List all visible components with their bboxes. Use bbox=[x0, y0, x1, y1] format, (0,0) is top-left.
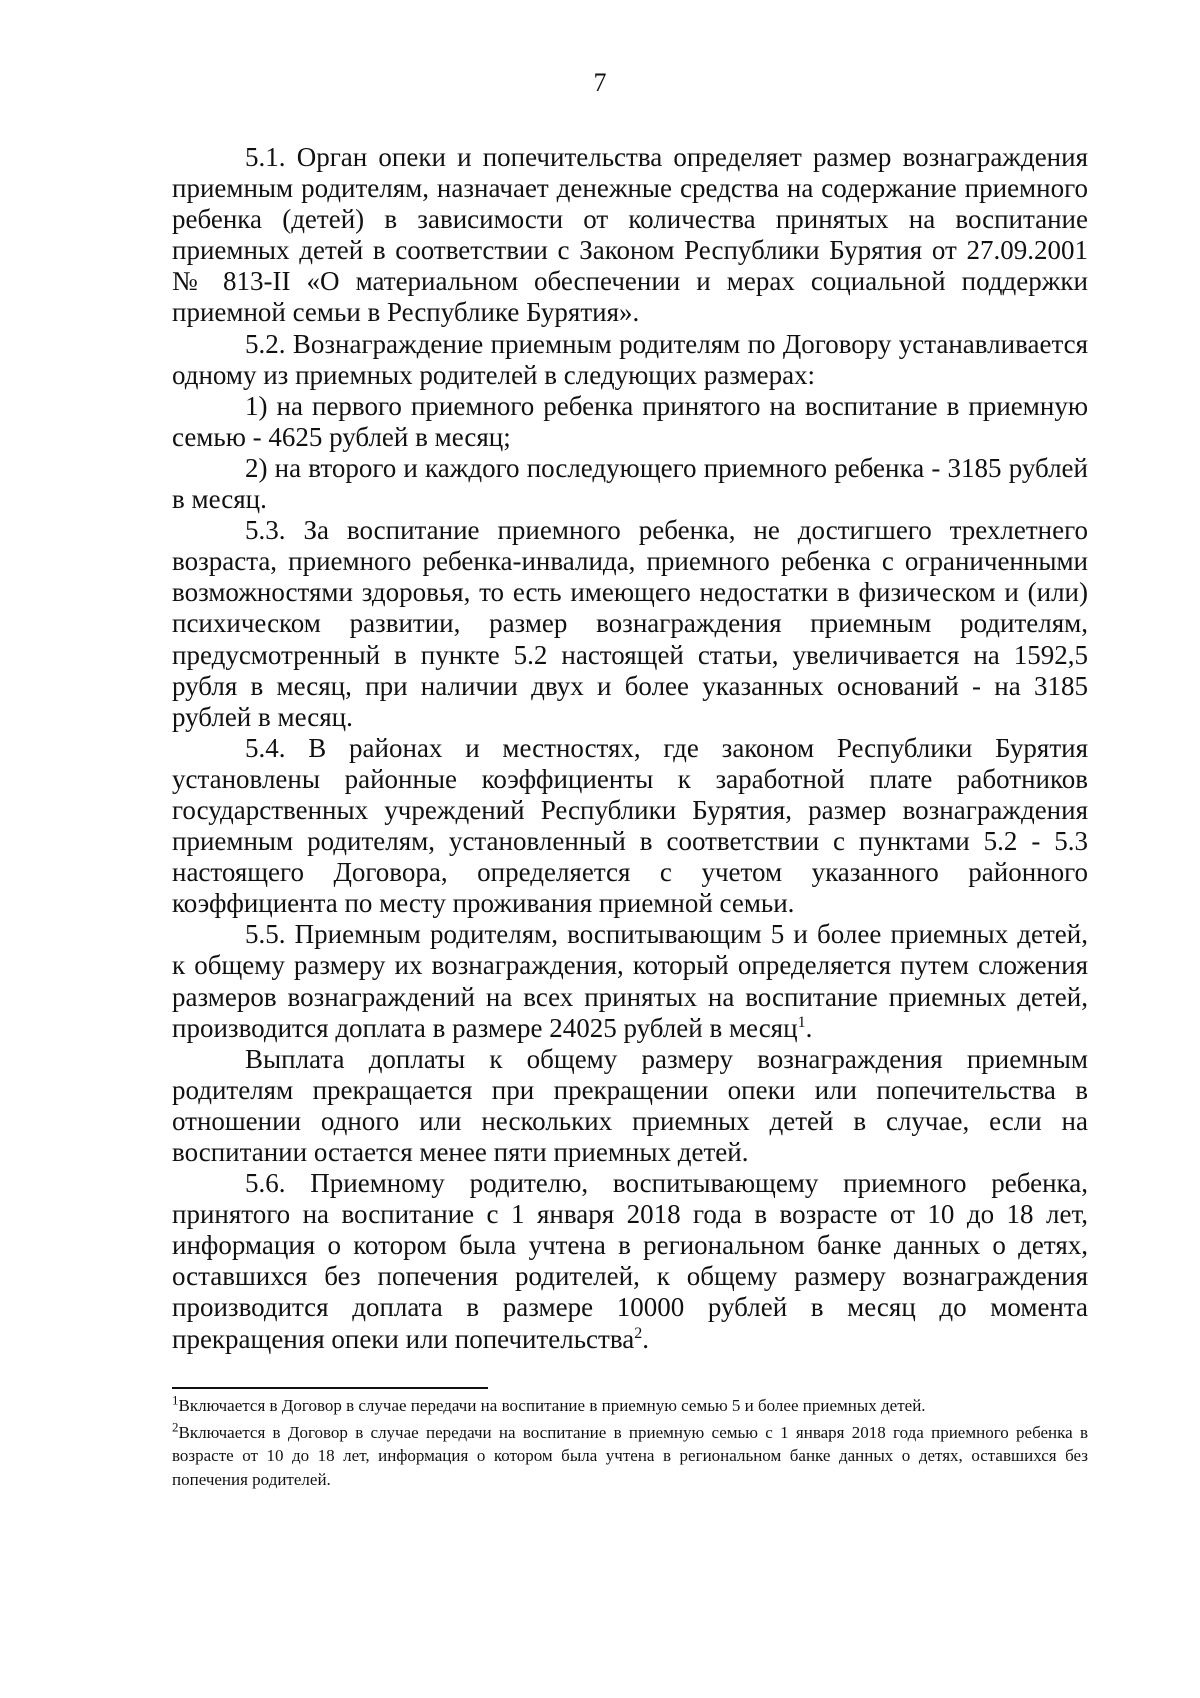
page-number: 7 bbox=[593, 68, 607, 97]
footnotes bbox=[172, 1394, 1088, 1494]
paragraph-5-1: 5.1. Орган опеки и попечительства определяет размер вознаграждения приемным родителям, назначает денежные средства на содержание приемного ребенка (детей) в зависимости от количества принятых на воспитание приемных детей в соответствии с Законом Республики Бурятия от 27.09.2001 № 813-II «О материальном обеспечении и мерах социальной поддержки приемной семьи в Республике Бурятия». bbox=[172, 142, 1088, 328]
paragraph-5-5-continuation: Выплата доплаты к общему размеру вознаграждения приемным родителям прекращается при прекращении опеки или попечительства в отношении одного или нескольких приемных детей в случае, если на воспитании остается менее пяти приемных детей. bbox=[172, 1043, 1088, 1167]
paragraph-5-2-item-2: 2) на второго и каждого последующего приемного ребенка - 3185 рублей в месяц. bbox=[172, 452, 1088, 515]
paragraph-5-2-item-1: 1) на первого приемного ребенка принятого на воспитание в приемную семью - 4625 рублей в месяц; bbox=[172, 390, 1088, 452]
paragraph-5-6: 5.6. Приемному родителю, воспитывающему приемного ребенка, принятого на воспитание с 1 января 2018 года в возрасте от 10 до 18 лет, информация о котором была учтена в региональном банке данных о детях, оставшихся без попечения родителей, к общему размеру вознаграждения производится доплата в размере 10000 рублей в месяц до момента прекращения опеки или попечительства$^2$. bbox=[172, 1168, 1088, 1354]
footnote-mark-1: 1 bbox=[172, 1392, 179, 1408]
paragraph-5-3: 5.3. За воспитание приемного ребенка, не достигшего трехлетнего возраста, приемного ребенка-инвалида, приемного ребенка с ограниченными возможностями здоровья, то есть имеющего недостатки в физическом и (или) психическом развитии, размер вознаграждения приемным родителям, предусмотренный в пункте 5.2 настоящей статьи, увеличивается на 1592,5 рубля в месяц, при наличии двух и более указанных оснований - на 3185 рублей в месяц. bbox=[172, 515, 1088, 732]
footnote-1: $^1$Включается в Договор в случае передачи на воспитание в приемную семью 5 и более приемных детей. bbox=[172, 1392, 926, 1415]
footnote-separator bbox=[172, 1387, 488, 1389]
footnote-ref-2[interactable]: 2 bbox=[634, 1324, 643, 1342]
paragraph-5-2: 5.2. Вознаграждение приемным родителям по Договору устанавливается одному из приемных родителей в следующих размерах: bbox=[172, 328, 1088, 390]
footnote-2: $^2$Включается в Договор в случае передачи на воспитание в приемную семью с 1 января 2018 года приемного ребенка в возрасте от 10 до 18 лет, информация о котором была учтена в региональном банке данных о детях, оставшихся без попечения родителей. bbox=[172, 1418, 1088, 1489]
paragraph-5-5: 5.5. Приемным родителям, воспитывающим 5 и более приемных детей, к общему размеру их вознаграждения, который определяется путем сложения размеров вознаграждений на всех принятых на воспитание приемных детей, производится доплата в размере 24025 рублей в месяц$^1$. bbox=[172, 919, 1088, 1043]
footnote-ref-1[interactable]: 1 bbox=[797, 1013, 806, 1031]
footnote-mark-2: 2 bbox=[172, 1418, 179, 1434]
paragraph-5-4: 5.4. В районах и местностях, где законом Республики Бурятия установлены районные коэффициенты к заработной плате работников государственных учреждений Республики Бурятия, размер вознаграждения приемным родителям, установленный в соответствии с пунктами 5.2 - 5.3 настоящего Договора, определяется с учетом указанного районного коэффициента по месту проживания приемной семьи. bbox=[172, 732, 1088, 919]
document-body bbox=[172, 142, 1088, 1355]
